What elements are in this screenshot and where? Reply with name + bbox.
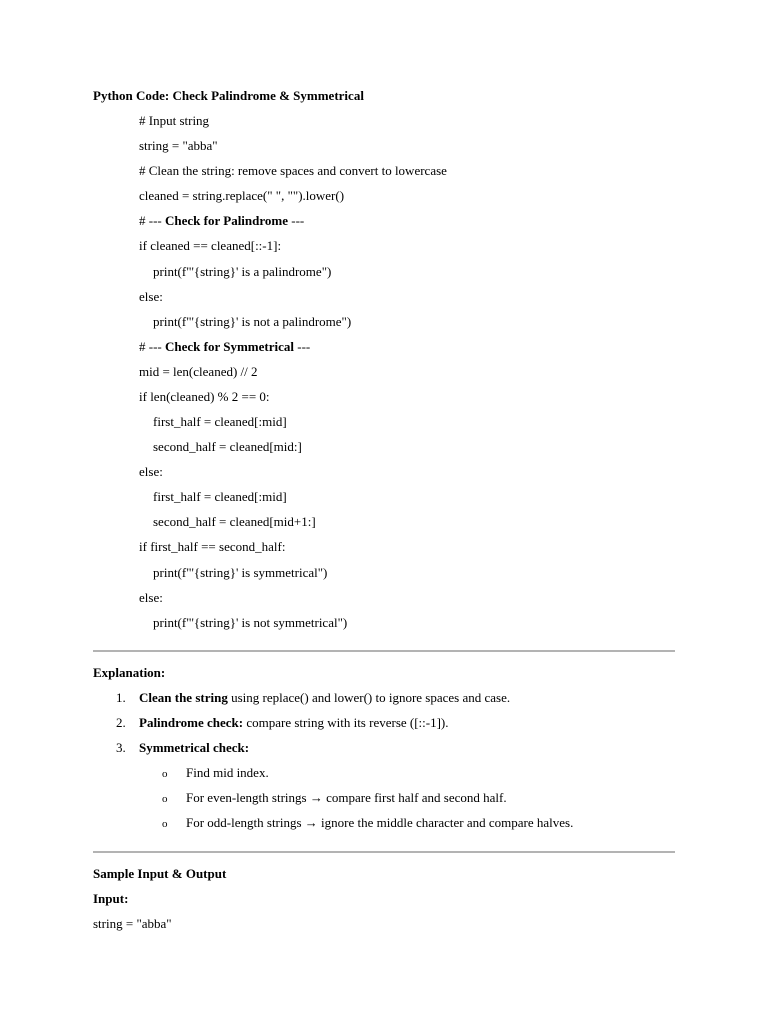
code-line: if first_half == second_half: — [139, 539, 286, 554]
code-line: print(f"'{string}' is symmetrical") — [153, 565, 328, 580]
code-line: first_half = cleaned[:mid] — [153, 414, 287, 429]
code-line: mid = len(cleaned) // 2 — [139, 364, 258, 379]
code-line: else: — [139, 590, 163, 605]
list-number: 1. — [116, 690, 126, 705]
comment-bold-text: Check for Symmetrical — [165, 339, 295, 354]
comment-suffix: --- — [294, 339, 311, 354]
code-line: # Clean the string: remove spaces and convert to lowercase — [139, 163, 447, 178]
sample-heading: Sample Input & Output — [93, 866, 227, 881]
list-item-bold: Symmetrical check: — [139, 740, 250, 755]
code-line: second_half = cleaned[mid+1:] — [153, 514, 316, 529]
list-item — [139, 690, 510, 706]
comment-suffix: --- — [288, 213, 305, 228]
list-item-text: using replace() and lower() to ignore spaces and case. — [227, 690, 511, 705]
input-label: Input: — [93, 891, 129, 906]
comment-prefix: # --- — [139, 339, 165, 354]
page-title: Python Code: Check Palindrome & Symmetrical — [93, 88, 364, 103]
list-item-bold: Palindrome check: — [139, 715, 244, 730]
code-line: print(f"'{string}' is not a palindrome") — [153, 314, 352, 329]
code-line: if cleaned == cleaned[::-1]: — [139, 238, 282, 253]
code-line: print(f"'{string}' is not symmetrical") — [153, 615, 348, 630]
explanation-heading: Explanation: — [93, 665, 166, 680]
code-line: else: — [139, 289, 163, 304]
list-number: 3. — [116, 740, 126, 755]
sub-list-item: For odd-length strings → ignore the middle character and compare halves. — [186, 815, 574, 830]
list-item-bold: Clean the string — [139, 690, 228, 705]
code-line: second_half = cleaned[mid:] — [153, 439, 302, 454]
list-item-text: compare string with its reverse ([::-1]). — [243, 715, 449, 730]
horizontal-divider — [93, 650, 675, 652]
horizontal-divider — [93, 851, 675, 853]
code-line: # Input string — [139, 113, 210, 128]
code-line: print(f"'{string}' is a palindrome") — [153, 264, 332, 279]
sub-list-item: Find mid index. — [186, 765, 269, 780]
code-line: string = "abba" — [139, 138, 218, 153]
code-line: else: — [139, 464, 163, 479]
sub-list-item: For even-length strings → compare first half and second half. — [186, 790, 507, 805]
list-item — [139, 715, 449, 731]
comment-prefix: # --- — [139, 213, 165, 228]
hollow-bullet-icon: o — [162, 818, 168, 830]
input-value: string = "abba" — [93, 916, 172, 931]
code-line: first_half = cleaned[:mid] — [153, 489, 287, 504]
comment-bold-text: Check for Palindrome — [165, 213, 289, 228]
code-line: if len(cleaned) % 2 == 0: — [139, 389, 270, 404]
hollow-bullet-icon: o — [162, 793, 168, 805]
list-number: 2. — [116, 715, 126, 730]
code-line: cleaned = string.replace(" ", "").lower() — [139, 188, 345, 203]
list-item — [139, 740, 249, 756]
hollow-bullet-icon: o — [162, 768, 168, 780]
code-comment-heading — [139, 339, 310, 355]
code-comment-heading — [139, 213, 304, 229]
